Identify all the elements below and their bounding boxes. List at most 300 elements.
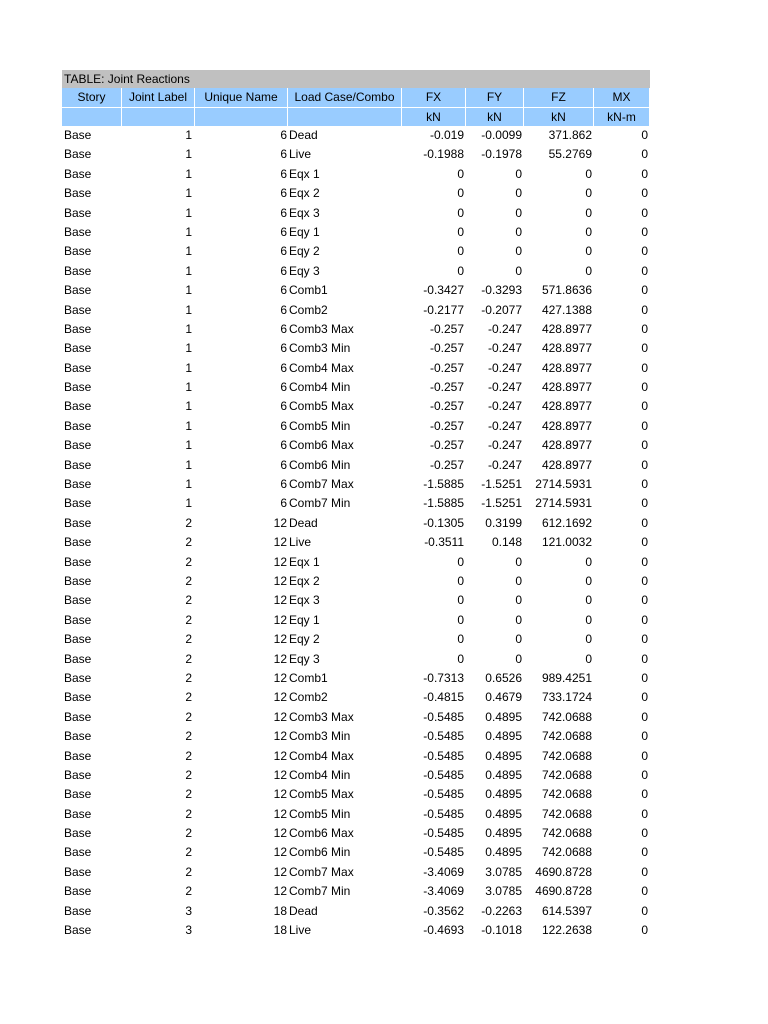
cell-fy[interactable]: -0.247 xyxy=(487,321,522,336)
cell-fz[interactable]: 989.4251 xyxy=(541,670,592,685)
cell-joint-label[interactable]: 2 xyxy=(185,748,192,763)
cell-fz[interactable]: 0 xyxy=(585,593,592,608)
cell-fz[interactable]: 428.8977 xyxy=(541,341,592,356)
header-story[interactable]: Story xyxy=(62,88,122,107)
cell-fy[interactable]: 0.4895 xyxy=(485,767,522,782)
cell-mx[interactable]: 0 xyxy=(641,224,648,239)
cell-fy[interactable]: -0.247 xyxy=(487,457,522,472)
cell-unique-name[interactable]: 6 xyxy=(280,438,287,453)
cell-load-case[interactable]: Comb3 Min xyxy=(289,341,351,356)
cell-fx[interactable]: -1.5885 xyxy=(423,496,464,511)
cell-joint-label[interactable]: 1 xyxy=(185,418,192,433)
cell-load-case[interactable]: Comb7 Min xyxy=(289,884,351,899)
cell-load-case[interactable]: Comb6 Min xyxy=(289,457,351,472)
cell-story[interactable]: Base xyxy=(64,690,92,705)
cell-fy[interactable]: 0.3199 xyxy=(485,515,522,530)
cell-fy[interactable]: 0 xyxy=(515,224,522,239)
cell-joint-label[interactable]: 1 xyxy=(185,438,192,453)
cell-mx[interactable]: 0 xyxy=(641,263,648,278)
cell-fz[interactable]: 733.1724 xyxy=(541,690,592,705)
cell-joint-label[interactable]: 2 xyxy=(185,670,192,685)
cell-mx[interactable]: 0 xyxy=(641,438,648,453)
cell-load-case[interactable]: Comb3 Max xyxy=(289,709,354,724)
cell-load-case[interactable]: Comb6 Max xyxy=(289,826,354,841)
cell-story[interactable]: Base xyxy=(64,709,92,724)
cell-unique-name[interactable]: 6 xyxy=(280,399,287,414)
cell-joint-label[interactable]: 2 xyxy=(185,729,192,744)
cell-story[interactable]: Base xyxy=(64,864,92,879)
cell-mx[interactable]: 0 xyxy=(641,573,648,588)
cell-load-case[interactable]: Live xyxy=(289,923,312,938)
cell-unique-name[interactable]: 6 xyxy=(280,360,287,375)
cell-story[interactable]: Base xyxy=(64,244,92,259)
cell-fx[interactable]: 0 xyxy=(457,263,464,278)
cell-fz[interactable]: 0 xyxy=(585,263,592,278)
cell-fy[interactable]: -0.247 xyxy=(487,399,522,414)
cell-fy[interactable]: -1.5251 xyxy=(481,496,522,511)
cell-load-case[interactable]: Eqx 2 xyxy=(289,573,320,588)
cell-mx[interactable]: 0 xyxy=(641,690,648,705)
cell-fx[interactable]: 0 xyxy=(457,166,464,181)
cell-load-case[interactable]: Eqy 2 xyxy=(289,632,320,647)
cell-story[interactable]: Base xyxy=(64,341,92,356)
cell-fx[interactable]: -0.257 xyxy=(429,321,464,336)
cell-joint-label[interactable]: 2 xyxy=(185,554,192,569)
cell-unique-name[interactable]: 6 xyxy=(280,263,287,278)
cell-joint-label[interactable]: 2 xyxy=(185,612,192,627)
cell-fz[interactable]: 0 xyxy=(585,166,592,181)
cell-story[interactable]: Base xyxy=(64,729,92,744)
cell-mx[interactable]: 0 xyxy=(641,302,648,317)
cell-fz[interactable]: 121.0032 xyxy=(541,535,592,550)
cell-fz[interactable]: 742.0688 xyxy=(541,787,592,802)
cell-unique-name[interactable]: 6 xyxy=(280,205,287,220)
cell-load-case[interactable]: Comb2 xyxy=(289,690,328,705)
cell-unique-name[interactable]: 6 xyxy=(280,224,287,239)
cell-story[interactable]: Base xyxy=(64,651,92,666)
cell-joint-label[interactable]: 1 xyxy=(185,399,192,414)
cell-mx[interactable]: 0 xyxy=(641,709,648,724)
cell-fx[interactable]: -0.5485 xyxy=(423,787,464,802)
cell-joint-label[interactable]: 2 xyxy=(185,884,192,899)
cell-fy[interactable]: 0.4895 xyxy=(485,748,522,763)
cell-joint-label[interactable]: 2 xyxy=(185,864,192,879)
cell-fx[interactable]: -0.257 xyxy=(429,399,464,414)
cell-fz[interactable]: 2714.5931 xyxy=(535,477,592,492)
cell-fz[interactable]: 0 xyxy=(585,632,592,647)
cell-fz[interactable]: 4690.8728 xyxy=(535,884,592,899)
cell-fz[interactable]: 742.0688 xyxy=(541,767,592,782)
cell-fx[interactable]: -0.5485 xyxy=(423,806,464,821)
cell-fy[interactable]: 0 xyxy=(515,651,522,666)
cell-unique-name[interactable]: 6 xyxy=(280,283,287,298)
cell-load-case[interactable]: Comb6 Max xyxy=(289,438,354,453)
cell-mx[interactable]: 0 xyxy=(641,147,648,162)
cell-load-case[interactable]: Comb1 xyxy=(289,670,328,685)
cell-fy[interactable]: 0 xyxy=(515,205,522,220)
cell-fy[interactable]: 0.4895 xyxy=(485,845,522,860)
cell-story[interactable]: Base xyxy=(64,826,92,841)
cell-fx[interactable]: -3.4069 xyxy=(423,864,464,879)
cell-story[interactable]: Base xyxy=(64,205,92,220)
cell-fx[interactable]: -0.5485 xyxy=(423,826,464,841)
cell-fx[interactable]: -0.257 xyxy=(429,380,464,395)
cell-load-case[interactable]: Comb4 Min xyxy=(289,380,351,395)
cell-joint-label[interactable]: 1 xyxy=(185,244,192,259)
cell-fx[interactable]: -3.4069 xyxy=(423,884,464,899)
cell-joint-label[interactable]: 1 xyxy=(185,128,192,142)
cell-load-case[interactable]: Comb5 Min xyxy=(289,806,351,821)
header-fx[interactable]: FX xyxy=(402,88,466,107)
cell-unique-name[interactable]: 12 xyxy=(273,554,287,569)
cell-load-case[interactable]: Comb5 Max xyxy=(289,787,354,802)
cell-joint-label[interactable]: 1 xyxy=(185,341,192,356)
cell-joint-label[interactable]: 2 xyxy=(185,767,192,782)
cell-mx[interactable]: 0 xyxy=(641,128,648,142)
cell-fz[interactable]: 0 xyxy=(585,573,592,588)
cell-fy[interactable]: 0 xyxy=(515,573,522,588)
cell-joint-label[interactable]: 1 xyxy=(185,380,192,395)
cell-joint-label[interactable]: 2 xyxy=(185,826,192,841)
cell-fx[interactable]: 0 xyxy=(457,224,464,239)
cell-fz[interactable]: 122.2638 xyxy=(541,923,592,938)
cell-unique-name[interactable]: 12 xyxy=(273,845,287,860)
cell-unique-name[interactable]: 6 xyxy=(280,166,287,181)
cell-load-case[interactable]: Comb7 Max xyxy=(289,477,354,492)
cell-unique-name[interactable]: 12 xyxy=(273,884,287,899)
cell-mx[interactable]: 0 xyxy=(641,787,648,802)
cell-fz[interactable]: 428.8977 xyxy=(541,321,592,336)
cell-story[interactable]: Base xyxy=(64,535,92,550)
cell-joint-label[interactable]: 1 xyxy=(185,224,192,239)
cell-joint-label[interactable]: 1 xyxy=(185,147,192,162)
cell-joint-label[interactable]: 2 xyxy=(185,632,192,647)
cell-load-case[interactable]: Eqy 1 xyxy=(289,224,320,239)
cell-joint-label[interactable]: 3 xyxy=(185,923,192,938)
cell-unique-name[interactable]: 6 xyxy=(280,477,287,492)
cell-fy[interactable]: 3.0785 xyxy=(485,864,522,879)
cell-fx[interactable]: -0.019 xyxy=(429,128,464,142)
cell-fz[interactable]: 0 xyxy=(585,651,592,666)
cell-mx[interactable]: 0 xyxy=(641,418,648,433)
cell-unique-name[interactable]: 6 xyxy=(280,341,287,356)
cell-fz[interactable]: 2714.5931 xyxy=(535,496,592,511)
cell-fx[interactable]: 0 xyxy=(457,593,464,608)
cell-story[interactable]: Base xyxy=(64,748,92,763)
cell-fy[interactable]: 0 xyxy=(515,632,522,647)
cell-story[interactable]: Base xyxy=(64,477,92,492)
cell-mx[interactable]: 0 xyxy=(641,477,648,492)
cell-mx[interactable]: 0 xyxy=(641,554,648,569)
cell-joint-label[interactable]: 1 xyxy=(185,496,192,511)
cell-fz[interactable]: 428.8977 xyxy=(541,438,592,453)
cell-story[interactable]: Base xyxy=(64,321,92,336)
cell-fy[interactable]: 3.0785 xyxy=(485,884,522,899)
cell-fx[interactable]: -0.5485 xyxy=(423,748,464,763)
cell-unique-name[interactable]: 12 xyxy=(273,864,287,879)
cell-fz[interactable]: 428.8977 xyxy=(541,418,592,433)
cell-story[interactable]: Base xyxy=(64,903,92,918)
cell-fx[interactable]: 0 xyxy=(457,573,464,588)
cell-load-case[interactable]: Eqx 1 xyxy=(289,166,320,181)
unit-fy[interactable]: kN xyxy=(466,107,524,126)
cell-story[interactable]: Base xyxy=(64,263,92,278)
cell-fx[interactable]: -0.1988 xyxy=(423,147,464,162)
cell-mx[interactable]: 0 xyxy=(641,593,648,608)
cell-story[interactable]: Base xyxy=(64,593,92,608)
cell-fx[interactable]: -0.257 xyxy=(429,360,464,375)
cell-story[interactable]: Base xyxy=(64,166,92,181)
cell-fx[interactable]: -0.5485 xyxy=(423,845,464,860)
cell-fz[interactable]: 742.0688 xyxy=(541,845,592,860)
cell-load-case[interactable]: Comb4 Max xyxy=(289,360,354,375)
cell-mx[interactable]: 0 xyxy=(641,186,648,201)
cell-fx[interactable]: -0.4815 xyxy=(423,690,464,705)
cell-load-case[interactable]: Comb3 Min xyxy=(289,729,351,744)
cell-fz[interactable]: 428.8977 xyxy=(541,360,592,375)
cell-story[interactable]: Base xyxy=(64,670,92,685)
cell-load-case[interactable]: Comb7 Min xyxy=(289,496,351,511)
cell-unique-name[interactable]: 12 xyxy=(273,535,287,550)
cell-unique-name[interactable]: 6 xyxy=(280,128,287,142)
cell-load-case[interactable]: Eqy 1 xyxy=(289,612,320,627)
cell-fy[interactable]: 0.4895 xyxy=(485,806,522,821)
cell-story[interactable]: Base xyxy=(64,845,92,860)
cell-mx[interactable]: 0 xyxy=(641,244,648,259)
cell-fx[interactable]: 0 xyxy=(457,205,464,220)
cell-fz[interactable]: 571.8636 xyxy=(541,283,592,298)
cell-mx[interactable]: 0 xyxy=(641,612,648,627)
cell-story[interactable]: Base xyxy=(64,302,92,317)
cell-fx[interactable]: -0.3511 xyxy=(424,535,464,550)
cell-joint-label[interactable]: 1 xyxy=(185,457,192,472)
cell-fz[interactable]: 742.0688 xyxy=(541,826,592,841)
cell-fx[interactable]: -0.5485 xyxy=(423,729,464,744)
cell-fz[interactable]: 0 xyxy=(585,186,592,201)
cell-load-case[interactable]: Dead xyxy=(289,128,318,142)
cell-story[interactable]: Base xyxy=(64,186,92,201)
header-unique-name[interactable]: Unique Name xyxy=(195,88,288,107)
unit-fz[interactable]: kN xyxy=(524,107,594,126)
cell-fy[interactable]: -0.2077 xyxy=(481,302,522,317)
cell-unique-name[interactable]: 12 xyxy=(273,787,287,802)
cell-unique-name[interactable]: 12 xyxy=(273,593,287,608)
cell-load-case[interactable]: Comb5 Min xyxy=(289,418,351,433)
cell-unique-name[interactable]: 18 xyxy=(273,923,287,938)
cell-unique-name[interactable]: 12 xyxy=(273,670,287,685)
cell-story[interactable]: Base xyxy=(64,438,92,453)
cell-joint-label[interactable]: 2 xyxy=(185,690,192,705)
cell-mx[interactable]: 0 xyxy=(641,457,648,472)
cell-story[interactable]: Base xyxy=(64,573,92,588)
cell-fx[interactable]: -0.257 xyxy=(429,341,464,356)
cell-fx[interactable]: -0.4693 xyxy=(423,923,464,938)
cell-mx[interactable]: 0 xyxy=(641,748,648,763)
cell-fy[interactable]: -0.2263 xyxy=(481,903,522,918)
cell-mx[interactable]: 0 xyxy=(641,535,648,550)
cell-load-case[interactable]: Eqy 2 xyxy=(289,244,320,259)
cell-joint-label[interactable]: 1 xyxy=(185,186,192,201)
header-load-case[interactable]: Load Case/Combo xyxy=(288,88,402,107)
cell-fy[interactable]: -0.1018 xyxy=(481,923,522,938)
cell-load-case[interactable]: Comb4 Min xyxy=(289,767,351,782)
cell-unique-name[interactable]: 6 xyxy=(280,147,287,162)
cell-joint-label[interactable]: 3 xyxy=(185,903,192,918)
header-fz[interactable]: FZ xyxy=(524,88,594,107)
cell-fy[interactable]: -0.247 xyxy=(487,380,522,395)
cell-joint-label[interactable]: 2 xyxy=(185,593,192,608)
cell-fy[interactable]: 0.4895 xyxy=(485,826,522,841)
cell-fx[interactable]: 0 xyxy=(457,612,464,627)
cell-fz[interactable]: 428.8977 xyxy=(541,399,592,414)
cell-joint-label[interactable]: 2 xyxy=(185,845,192,860)
cell-fy[interactable]: 0.4895 xyxy=(485,787,522,802)
cell-fz[interactable]: 742.0688 xyxy=(541,729,592,744)
cell-load-case[interactable]: Live xyxy=(289,147,312,162)
cell-fx[interactable]: -0.1305 xyxy=(423,515,464,530)
cell-fx[interactable]: -0.3562 xyxy=(423,903,464,918)
cell-joint-label[interactable]: 2 xyxy=(185,515,192,530)
cell-story[interactable]: Base xyxy=(64,787,92,802)
cell-fz[interactable]: 427.1388 xyxy=(541,302,592,317)
cell-fx[interactable]: -0.257 xyxy=(429,418,464,433)
cell-fz[interactable]: 612.1692 xyxy=(541,515,592,530)
cell-load-case[interactable]: Comb5 Max xyxy=(289,399,354,414)
header-mx[interactable]: MX xyxy=(594,88,650,107)
cell-fz[interactable]: 371.862 xyxy=(548,128,592,142)
cell-unique-name[interactable]: 12 xyxy=(273,709,287,724)
cell-load-case[interactable]: Comb4 Max xyxy=(289,748,354,763)
cell-mx[interactable]: 0 xyxy=(641,884,648,899)
cell-load-case[interactable]: Eqx 3 xyxy=(289,205,320,220)
cell-story[interactable]: Base xyxy=(64,418,92,433)
cell-load-case[interactable]: Comb3 Max xyxy=(289,321,354,336)
cell-fx[interactable]: 0 xyxy=(457,186,464,201)
cell-fz[interactable]: 742.0688 xyxy=(541,709,592,724)
cell-story[interactable]: Base xyxy=(64,884,92,899)
cell-joint-label[interactable]: 2 xyxy=(185,787,192,802)
cell-load-case[interactable]: Comb7 Max xyxy=(289,864,354,879)
cell-fy[interactable]: -0.247 xyxy=(487,438,522,453)
cell-fy[interactable]: 0.6526 xyxy=(485,670,522,685)
cell-fx[interactable]: 0 xyxy=(457,554,464,569)
unit-fx[interactable]: kN xyxy=(402,107,466,126)
cell-mx[interactable]: 0 xyxy=(641,845,648,860)
cell-mx[interactable]: 0 xyxy=(641,767,648,782)
cell-joint-label[interactable]: 2 xyxy=(185,535,192,550)
cell-fz[interactable]: 742.0688 xyxy=(541,748,592,763)
cell-unique-name[interactable]: 12 xyxy=(273,748,287,763)
cell-fx[interactable]: -0.257 xyxy=(429,457,464,472)
cell-mx[interactable]: 0 xyxy=(641,496,648,511)
cell-fx[interactable]: -0.7313 xyxy=(423,670,464,685)
cell-fy[interactable]: 0.148 xyxy=(491,535,522,550)
cell-fx[interactable]: -0.2177 xyxy=(423,302,464,317)
cell-load-case[interactable]: Dead xyxy=(289,903,318,918)
cell-fy[interactable]: 0.4895 xyxy=(485,709,522,724)
cell-joint-label[interactable]: 1 xyxy=(185,263,192,278)
cell-load-case[interactable]: Comb2 xyxy=(289,302,328,317)
cell-story[interactable]: Base xyxy=(64,767,92,782)
cell-unique-name[interactable]: 6 xyxy=(280,380,287,395)
cell-unique-name[interactable]: 18 xyxy=(273,903,287,918)
cell-unique-name[interactable]: 12 xyxy=(273,515,287,530)
unit-story[interactable] xyxy=(62,107,122,126)
cell-fy[interactable]: -0.0099 xyxy=(481,128,522,142)
cell-mx[interactable]: 0 xyxy=(641,166,648,181)
cell-fy[interactable]: 0.4679 xyxy=(485,690,522,705)
cell-mx[interactable]: 0 xyxy=(641,729,648,744)
cell-load-case[interactable]: Eqy 3 xyxy=(289,263,320,278)
cell-story[interactable]: Base xyxy=(64,128,92,142)
cell-mx[interactable]: 0 xyxy=(641,283,648,298)
cell-story[interactable]: Base xyxy=(64,496,92,511)
cell-story[interactable]: Base xyxy=(64,612,92,627)
cell-fy[interactable]: 0 xyxy=(515,612,522,627)
cell-load-case[interactable]: Comb1 xyxy=(289,283,328,298)
cell-fz[interactable]: 428.8977 xyxy=(541,380,592,395)
cell-load-case[interactable]: Dead xyxy=(289,515,318,530)
cell-load-case[interactable]: Eqy 3 xyxy=(289,651,320,666)
cell-unique-name[interactable]: 6 xyxy=(280,244,287,259)
unit-load-case[interactable] xyxy=(288,107,402,126)
cell-fx[interactable]: -0.5485 xyxy=(423,767,464,782)
cell-fz[interactable]: 0 xyxy=(585,554,592,569)
cell-fx[interactable]: -1.5885 xyxy=(423,477,464,492)
cell-joint-label[interactable]: 1 xyxy=(185,205,192,220)
cell-mx[interactable]: 0 xyxy=(641,651,648,666)
cell-mx[interactable]: 0 xyxy=(641,826,648,841)
cell-joint-label[interactable]: 2 xyxy=(185,651,192,666)
cell-fy[interactable]: -0.247 xyxy=(487,341,522,356)
cell-fy[interactable]: -0.247 xyxy=(487,418,522,433)
cell-story[interactable]: Base xyxy=(64,147,92,162)
cell-fz[interactable]: 0 xyxy=(585,244,592,259)
cell-fy[interactable]: 0 xyxy=(515,263,522,278)
cell-joint-label[interactable]: 1 xyxy=(185,321,192,336)
cell-load-case[interactable]: Live xyxy=(289,535,312,550)
unit-unique-name[interactable] xyxy=(195,107,288,126)
cell-story[interactable]: Base xyxy=(64,224,92,239)
cell-fx[interactable]: -0.5485 xyxy=(423,709,464,724)
cell-fy[interactable]: 0 xyxy=(515,593,522,608)
cell-story[interactable]: Base xyxy=(64,457,92,472)
cell-load-case[interactable]: Eqx 2 xyxy=(289,186,320,201)
cell-fz[interactable]: 55.2769 xyxy=(548,147,592,162)
cell-joint-label[interactable]: 1 xyxy=(185,166,192,181)
header-joint-label[interactable]: Joint Label xyxy=(122,88,195,107)
cell-unique-name[interactable]: 12 xyxy=(273,651,287,666)
cell-fy[interactable]: 0.4895 xyxy=(485,729,522,744)
header-fy[interactable]: FY xyxy=(466,88,524,107)
cell-fy[interactable]: -0.3293 xyxy=(481,283,522,298)
cell-fz[interactable]: 0 xyxy=(585,224,592,239)
cell-fx[interactable]: 0 xyxy=(457,651,464,666)
cell-unique-name[interactable]: 12 xyxy=(273,806,287,821)
cell-fy[interactable]: 0 xyxy=(515,186,522,201)
cell-unique-name[interactable]: 6 xyxy=(280,302,287,317)
cell-unique-name[interactable]: 6 xyxy=(280,186,287,201)
cell-mx[interactable]: 0 xyxy=(641,864,648,879)
cell-joint-label[interactable]: 1 xyxy=(185,283,192,298)
cell-load-case[interactable]: Eqx 3 xyxy=(289,593,320,608)
cell-mx[interactable]: 0 xyxy=(641,923,648,938)
cell-fz[interactable]: 742.0688 xyxy=(541,806,592,821)
cell-fx[interactable]: -0.257 xyxy=(429,438,464,453)
cell-story[interactable]: Base xyxy=(64,632,92,647)
cell-fx[interactable]: -0.3427 xyxy=(423,283,464,298)
cell-unique-name[interactable]: 12 xyxy=(273,826,287,841)
